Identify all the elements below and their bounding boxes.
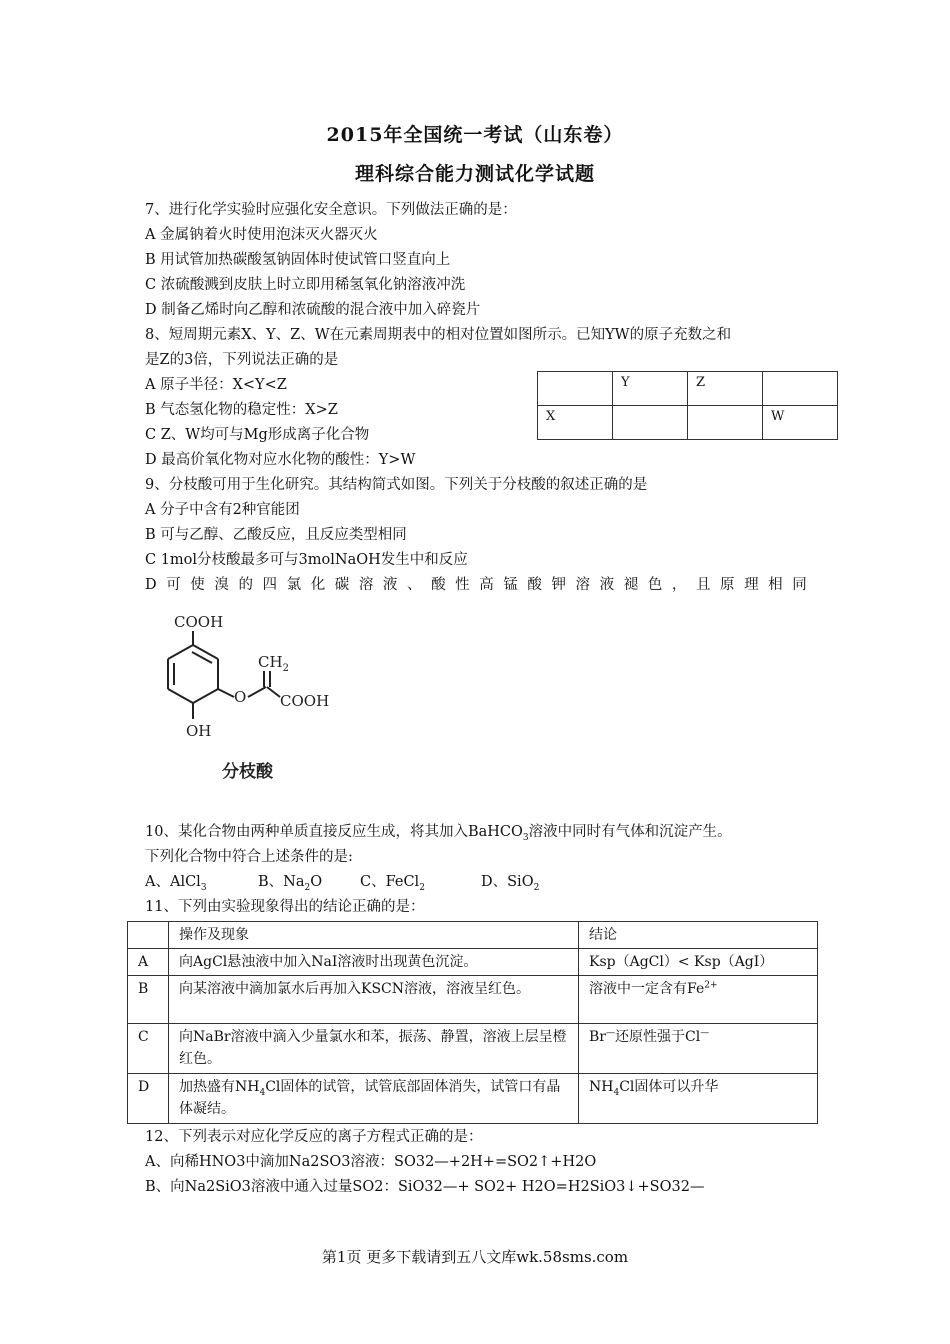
table-row: D 加热盛有$NH_4Cl$固体的试管，试管底部固体消失，试管口有晶体凝结。 $NH_4Cl$固体可以升华 bbox=[128, 1074, 818, 1124]
structure-caption: 分枝酸 bbox=[222, 762, 273, 782]
ch2-label: $CH_2$ bbox=[258, 653, 289, 674]
q8-option-a: A 原子半径：X<Y<Z bbox=[145, 377, 287, 393]
q9-option-b: B 可与乙醇、乙酸反应，且反应类型相同 bbox=[145, 527, 407, 543]
pt-cell bbox=[538, 372, 613, 406]
q7-option-b: B 用试管加热碳酸氢钠固体时使试管口竖直向上 bbox=[145, 252, 451, 268]
q10-option-a: A、AlCl$_3$ bbox=[145, 874, 207, 893]
q7-option-a: A 金属钠着火时使用泡沫灭火器灭火 bbox=[145, 227, 378, 243]
experiment-table bbox=[127, 921, 818, 1124]
q9-option-c: C 1mol分枝酸最多可与3molNaOH发生中和反应 bbox=[145, 552, 468, 568]
ring-bond bbox=[193, 689, 218, 703]
pt-cell bbox=[613, 406, 688, 440]
pt-cell-w: W bbox=[763, 406, 838, 440]
q11-stem: 11、下列由实验现象得出的结论正确的是： bbox=[145, 899, 425, 915]
table-header-cell bbox=[128, 922, 169, 949]
q7-option-d: D 制备乙烯时向乙醇和浓硫酸的混合液中加入碎瓷片 bbox=[145, 302, 481, 318]
q9-option-d-label: D bbox=[145, 577, 157, 593]
ring-bond bbox=[193, 645, 218, 659]
q8-option-c: C Z、W均可与Mg形成离子化合物 bbox=[145, 427, 370, 443]
cooh-top-label: COOH bbox=[174, 613, 224, 631]
bond bbox=[267, 687, 280, 697]
ring-bond bbox=[168, 645, 193, 659]
q9-option-a: A 分子中含有2种官能团 bbox=[145, 502, 300, 518]
pt-cell bbox=[688, 406, 763, 440]
q10-stem-line1: 10、某化合物由两种单质直接反应生成，将其加入BaHCO$_3$溶液中同时有气体和沉淀产生。 bbox=[145, 824, 732, 843]
q10-option-d: D、SiO$_2$ bbox=[481, 874, 540, 893]
table-row: B 向某溶液中滴加氯水后再加入KSCN溶液，溶液呈红色。 溶液中一定含有$Fe^{2+}$ bbox=[128, 976, 818, 1024]
pt-cell-z: Z bbox=[688, 372, 763, 406]
periodic-table-fragment bbox=[537, 371, 838, 440]
bond bbox=[218, 689, 234, 697]
q10-option-c: C、FeCl$_2$ bbox=[360, 874, 425, 893]
exam-subtitle: 理科综合能力测试化学试题 bbox=[354, 163, 595, 185]
q8-stem-line1: 8、短周期元素X、Y、Z、W在元素周期表中的相对位置如图所示。已知YW的原子充数之和 bbox=[145, 327, 732, 343]
table-header-cell: 操作及现象 bbox=[169, 922, 579, 949]
table-row: A 向AgCl悬浊液中加入NaI溶液时出现黄色沉淀。 Ksp（AgCl）< Ksp（AgI） bbox=[128, 949, 818, 976]
q8-stem-line2: 是Z的3倍，下列说法正确的是 bbox=[145, 352, 339, 368]
table-row: C 向NaBr溶液中滴入少量氯水和苯，振荡、静置，溶液上层呈橙红色。 Br—还原性强于Cl— bbox=[128, 1024, 818, 1074]
q10-stem-line2: 下列化合物中符合上述条件的是: bbox=[145, 849, 353, 865]
pt-cell-x: X bbox=[538, 406, 613, 440]
pt-cell bbox=[763, 372, 838, 406]
q10-option-b: B、$Na_2O$ bbox=[258, 874, 323, 893]
oh-label: OH bbox=[186, 722, 212, 740]
ether-o-label: O bbox=[234, 688, 247, 706]
bond bbox=[248, 687, 266, 697]
q7-option-c: C 浓硫酸溅到皮肤上时立即用稀氢氧化钠溶液冲洗 bbox=[145, 277, 466, 293]
q12-stem: 12、下列表示对应化学反应的离子方程式正确的是： bbox=[145, 1129, 483, 1145]
q12-option-b: B、向Na2SiO3溶液中通入过量SO2：SiO32—+ SO2+ H2O=H2SiO3↓+SO32— bbox=[145, 1179, 705, 1195]
q9-option-d: D 可 使 溴 的 四 氯 化 碳 溶 液 、 酸 性 高 锰 酸 钾 溶 液 褪 色 ， 且 原 理 相 同 bbox=[145, 577, 807, 593]
page-footer: 第1页 更多下载请到五八文库wk.58sms.com bbox=[321, 1248, 629, 1266]
cooh-right-label: COOH bbox=[280, 692, 330, 710]
table-header-cell: 结论 bbox=[579, 922, 818, 949]
q12-option-a: A、向稀HNO3中滴加Na2SO3溶液：SO32—+2H+=SO2↑+H2O bbox=[145, 1154, 597, 1170]
q9-stem: 9、分枝酸可用于生化研究。其结构简式如图。下列关于分枝酸的叙述正确的是 bbox=[145, 477, 648, 493]
chorismic-acid-structure bbox=[150, 605, 360, 795]
pt-cell-y: Y bbox=[613, 372, 688, 406]
ring-bond bbox=[168, 689, 193, 703]
q8-option-b: B 气态氢化物的稳定性：X>Z bbox=[145, 402, 338, 418]
q7-stem: 7、进行化学实验时应强化安全意识。下列做法正确的是： bbox=[145, 202, 517, 218]
exam-title: 2015年全国统一考试（山东卷） bbox=[326, 124, 624, 146]
q8-option-d: D 最高价氧化物对应水化物的酸性：Y>W bbox=[145, 452, 416, 468]
